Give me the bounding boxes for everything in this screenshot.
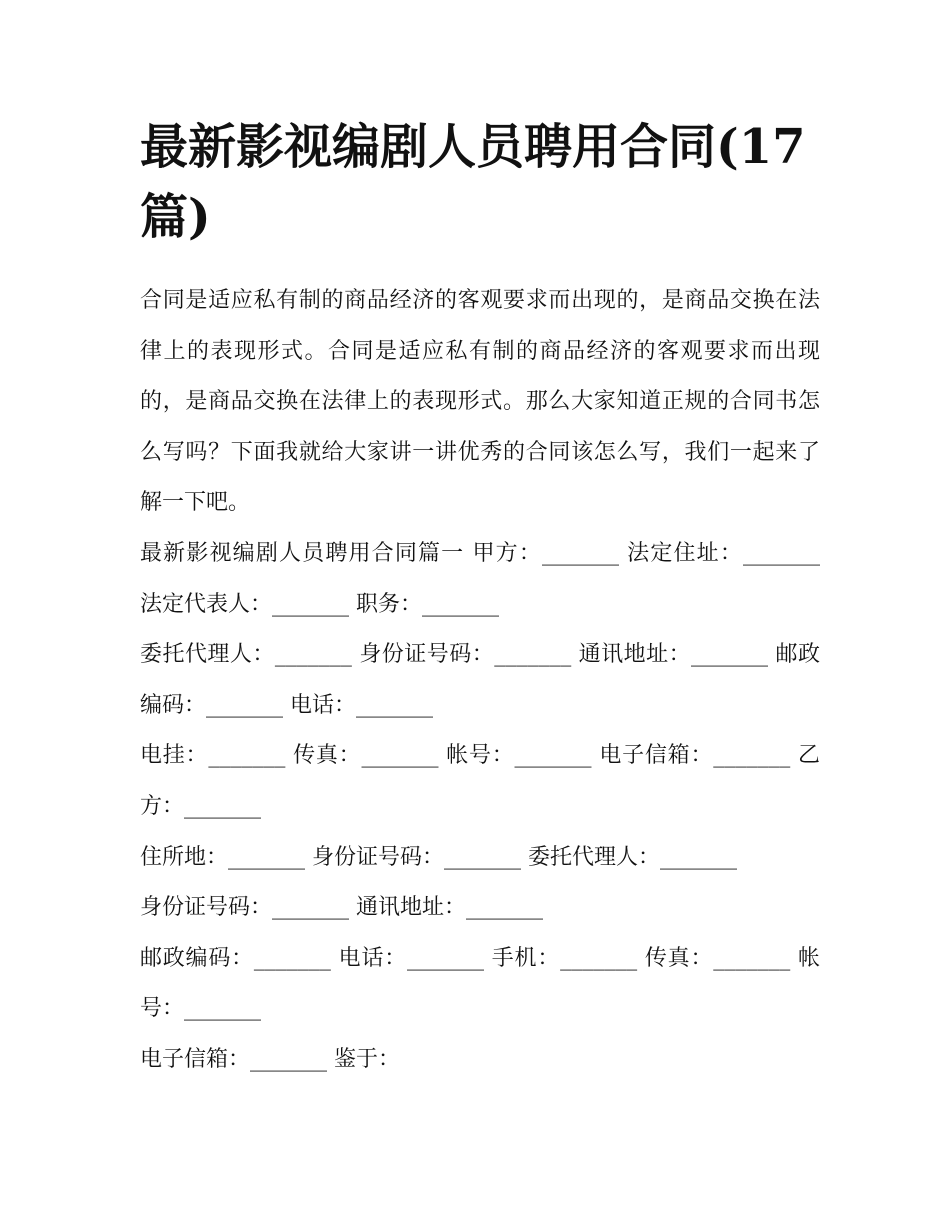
- document-body: [140, 276, 820, 1086]
- party-b-residence-paragraph: 住所地：_______ 身份证号码：_______ 委托代理人：_______: [140, 844, 737, 870]
- contact-paragraph: 电挂：_______ 传真：_______ 帐号：_______ 电子信箱：_______ 乙方：_______: [140, 743, 820, 819]
- party-b-id-paragraph: 身份证号码：_______ 通讯地址：_______: [140, 895, 543, 921]
- intro-paragraph: 合同是适应私有制的商品经济的客观要求而出现的，是商品交换在法律上的表现形式。合同是适应私有制的商品经济的客观要求而出现的，是商品交换在法律上的表现形式。那么大家知道正规的合同书怎么写吗？下面我就给大家讲一讲优秀的合同该怎么写，我们一起来了解一下吧。: [140, 288, 820, 516]
- email-paragraph: 电子信箱：_______ 鉴于：: [140, 1046, 400, 1072]
- document-title: 最新影视编剧人员聘用合同(17篇): [140, 119, 806, 245]
- agent-paragraph: 委托代理人：_______ 身份证号码：_______ 通讯地址：_______ 邮政编码：_______ 电话：_______: [140, 642, 820, 718]
- party-b-contact-paragraph: 邮政编码：_______ 电话：_______ 手机：_______ 传真：_______ 帐号：_______: [140, 945, 820, 1022]
- party-a-paragraph: 最新影视编剧人员聘用合同篇一 甲方：_______ 法定住址：_______ 法定代表人：_______ 职务：_______: [140, 540, 820, 617]
